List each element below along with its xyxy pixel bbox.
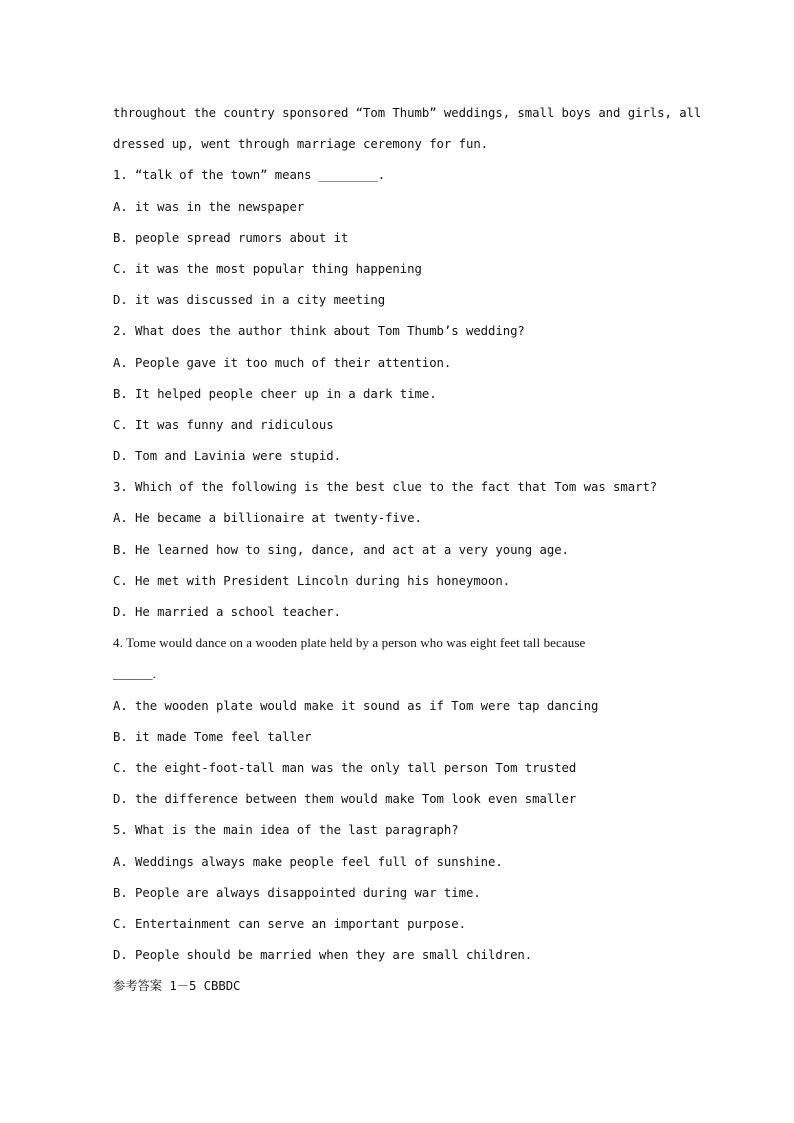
passage-line: throughout the country sponsored “Tom Thumb” weddings, small boys and girls, all xyxy=(113,106,702,120)
question-1-option-a: A. it was in the newspaper xyxy=(113,199,305,214)
question-4-option-d: D. the difference between them would make Tom look even smaller xyxy=(113,792,577,807)
document-content xyxy=(113,102,702,1006)
question-3-option-a: A. He became a billionaire at twenty-five. xyxy=(113,511,422,526)
question-2-option-a: A. People gave it too much of their attention. xyxy=(113,355,452,370)
passage-line: dressed up, went through marriage ceremony for fun. xyxy=(113,137,489,152)
question-5-option-b: B. People are always disappointed during war time. xyxy=(113,885,481,900)
question-4-stem: 4. Tome would dance on a wooden plate held by a person who was eight feet tall because xyxy=(113,635,586,651)
question-5-stem: 5. What is the main idea of the last paragraph? xyxy=(113,823,459,838)
question-5-option-d: D. People should be married when they are small children. xyxy=(113,948,533,963)
question-2-option-d: D. Tom and Lavinia were stupid. xyxy=(113,449,341,464)
answer-key: 参考答案 1－5 CBBDC xyxy=(113,979,241,994)
question-4-option-b: B. it made Tome feel taller xyxy=(113,729,312,744)
question-2-stem: 2. What does the author think about Tom Thumb’s wedding? xyxy=(113,324,525,339)
question-3-option-b: B. He learned how to sing, dance, and act at a very young age. xyxy=(113,542,569,557)
question-4-option-c: C. the eight-foot-tall man was the only tall person Tom trusted xyxy=(113,760,577,775)
question-2-option-b: B. It helped people cheer up in a dark time. xyxy=(113,386,437,401)
question-1-option-d: D. it was discussed in a city meeting xyxy=(113,293,386,308)
question-3-stem: 3. Which of the following is the best clue to the fact that Tom was smart? xyxy=(113,480,658,495)
question-3-option-c: C. He met with President Lincoln during his honeymoon. xyxy=(113,573,511,588)
question-4-option-a: A. the wooden plate would make it sound as if Tom were tap dancing xyxy=(113,698,599,713)
question-5-option-a: A. Weddings always make people feel full of sunshine. xyxy=(113,854,503,869)
question-4-stem-continued: ______. xyxy=(113,666,156,682)
question-2-option-c: C. It was funny and ridiculous xyxy=(113,417,334,432)
question-5-option-c: C. Entertainment can serve an important purpose. xyxy=(113,916,466,931)
question-1-option-c: C. it was the most popular thing happening xyxy=(113,261,422,276)
question-3-option-d: D. He married a school teacher. xyxy=(113,605,341,619)
question-1-option-b: B. people spread rumors about it xyxy=(113,230,349,245)
question-1-stem: 1. “talk of the town” means ________. xyxy=(113,168,386,183)
